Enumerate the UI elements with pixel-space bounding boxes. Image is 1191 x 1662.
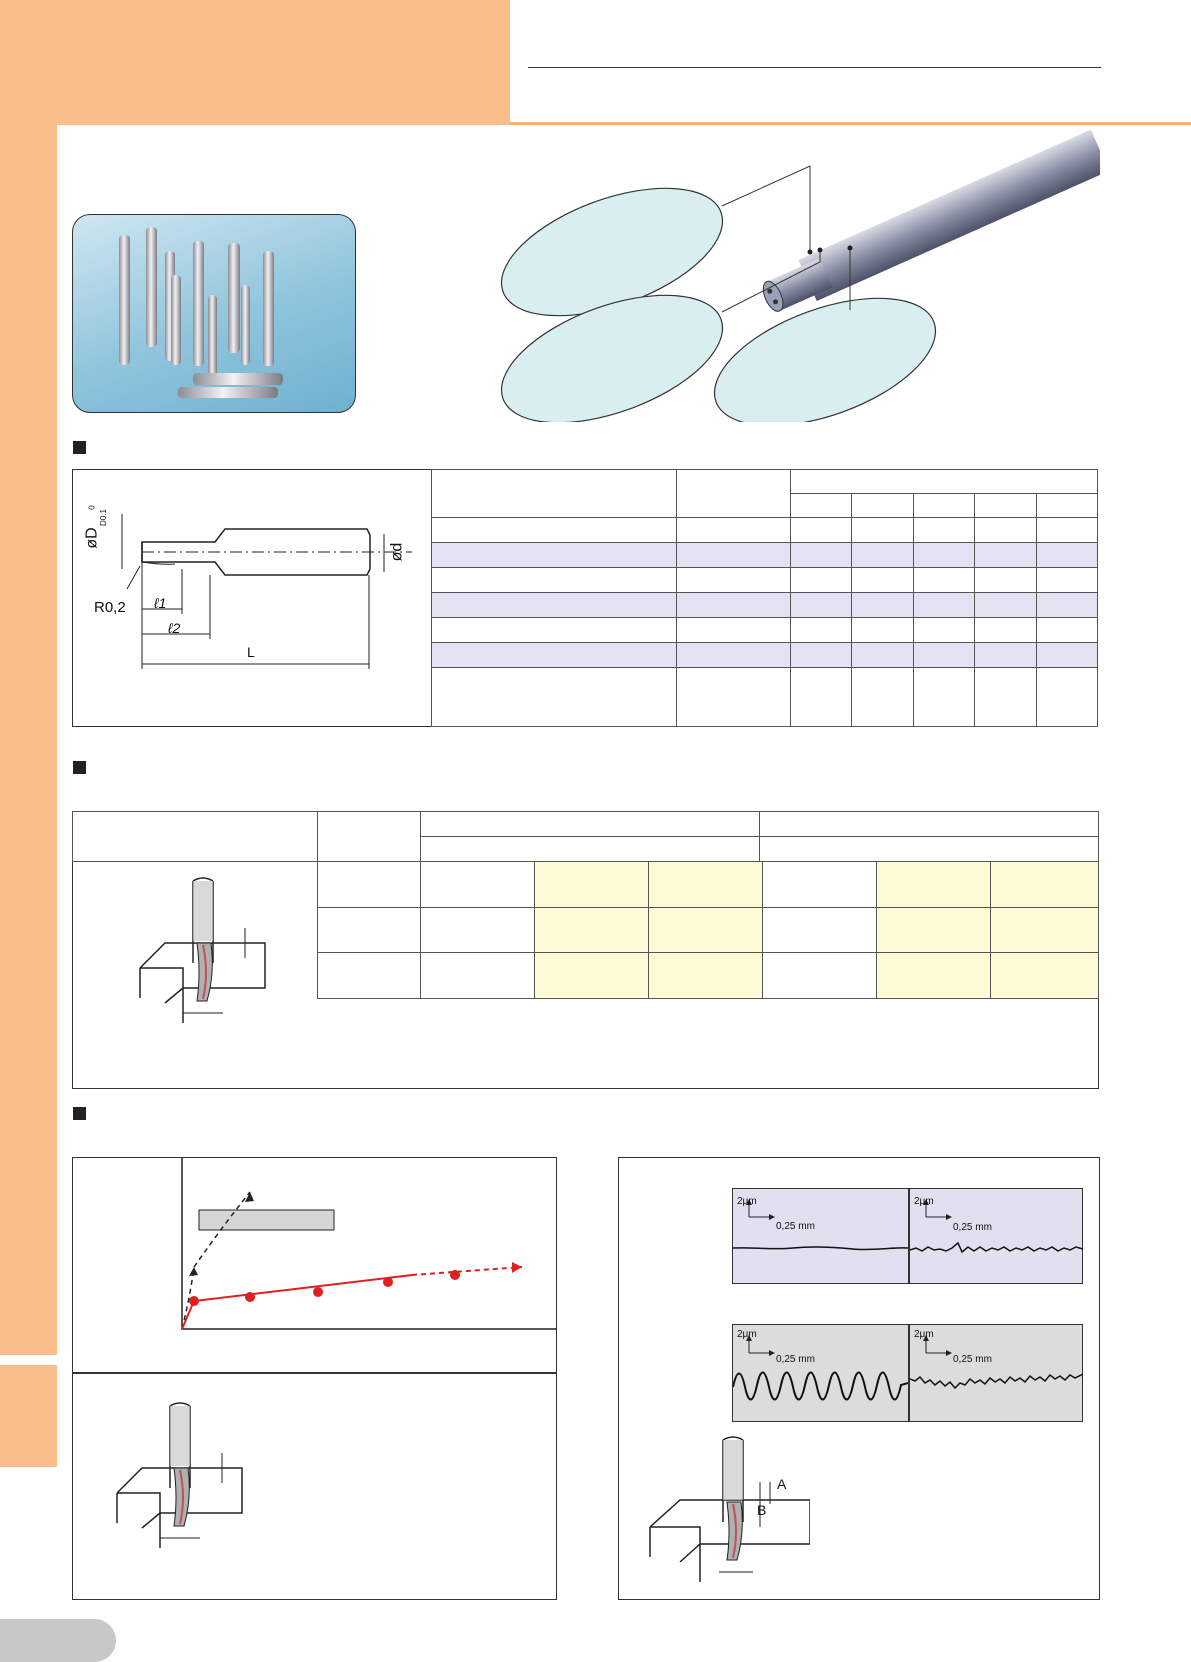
table-header-cell — [852, 494, 913, 518]
corner-label-a: A — [777, 1476, 787, 1492]
dim-label-length: L — [247, 644, 255, 660]
section-marker-cutting — [73, 761, 86, 774]
roughness-unit-x: 0,25 mm — [776, 1221, 815, 1232]
roughness-unit-x: 0,25 mm — [953, 1222, 992, 1233]
product-photo — [72, 214, 356, 413]
table-row — [432, 618, 1098, 643]
roughness-unit-y: 2μm — [737, 1329, 757, 1340]
table-header-cell — [913, 494, 974, 518]
dim-label-l1: ℓ1 — [154, 595, 167, 611]
table-row — [432, 668, 1098, 727]
table-header-cell — [975, 494, 1036, 518]
roughness-profile-1 — [733, 1189, 908, 1282]
cutting-conditions-header — [72, 811, 1099, 862]
roughness-panel-top — [732, 1188, 1083, 1284]
side-tab — [0, 1365, 57, 1467]
cutting-conditions-table — [317, 861, 1099, 999]
dim-label-tolerance-lower: D0.1 — [98, 509, 108, 526]
wear-chart — [72, 1157, 557, 1372]
roughness-profile-3 — [733, 1325, 908, 1420]
title-rule — [528, 67, 1101, 68]
table-header-cell — [432, 470, 677, 518]
table-header-cell — [1036, 494, 1097, 518]
table-row — [432, 568, 1098, 593]
roughness-profile-2 — [910, 1189, 1083, 1282]
roughness-profile-4 — [910, 1325, 1083, 1420]
table-header-cell — [791, 470, 1098, 494]
tool-illustration — [500, 122, 1100, 422]
table-header-cell — [791, 494, 852, 518]
table-row — [432, 593, 1098, 618]
table-row — [318, 953, 1099, 999]
roughness-unit-x: 0,25 mm — [776, 1354, 815, 1365]
workpiece-sketch-wear — [112, 1398, 247, 1558]
workpiece-sketch-roughness — [645, 1432, 810, 1592]
dim-label-tolerance-upper: 0 — [87, 505, 97, 510]
dim-label-radius: R0,2 — [94, 599, 126, 616]
section-marker-performance — [73, 1107, 86, 1120]
dim-label-diameter-D: øD — [83, 527, 101, 549]
dimensions-table — [431, 469, 1098, 727]
roughness-unit-y: 2μm — [914, 1329, 934, 1340]
side-band — [0, 125, 57, 1355]
roughness-unit-y: 2μm — [914, 1196, 934, 1207]
dim-label-diameter-d: ød — [388, 542, 406, 562]
roughness-panel-bottom — [732, 1324, 1083, 1422]
roughness-unit-y: 2μm — [737, 1196, 757, 1207]
workpiece-sketch-cutting — [135, 873, 270, 1033]
table-row — [432, 543, 1098, 568]
wear-chart-divider — [72, 1372, 557, 1374]
table-row — [432, 518, 1098, 543]
dim-label-l2: ℓ2 — [168, 620, 181, 636]
table-header-cell — [677, 470, 791, 518]
table-row — [432, 643, 1098, 668]
page-number-tab — [0, 1619, 116, 1662]
table-row — [318, 862, 1099, 908]
roughness-unit-x: 0,25 mm — [953, 1354, 992, 1365]
corner-label-b: B — [757, 1502, 767, 1518]
tool-dimension-drawing — [72, 469, 432, 727]
table-row — [318, 907, 1099, 953]
section-marker-dimensions — [73, 441, 86, 454]
header-band — [0, 0, 510, 125]
